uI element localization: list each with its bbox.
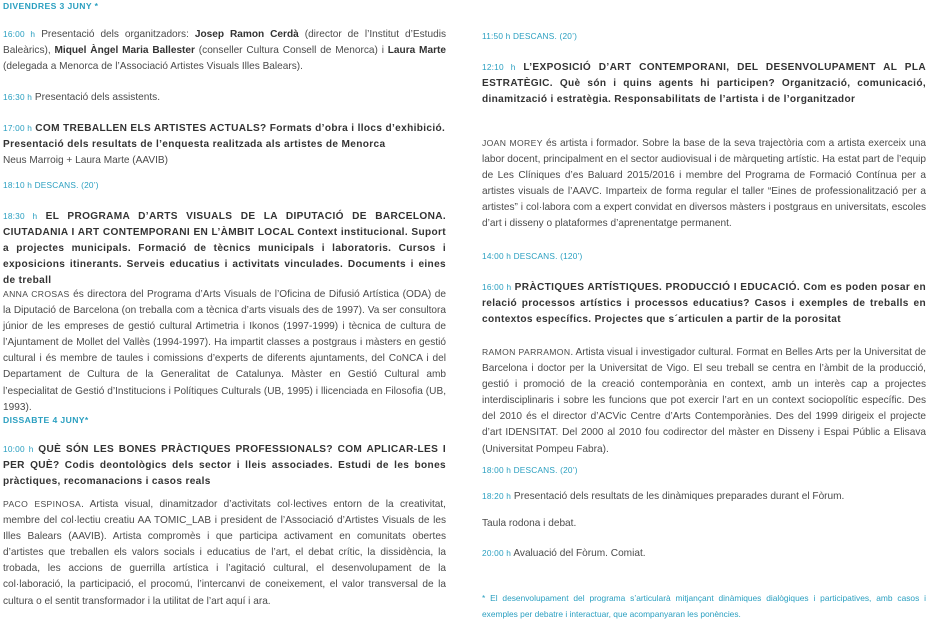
bio-name: PACO ESPINOSA — [3, 499, 82, 509]
session-good-practices — [3, 441, 446, 490]
session-title-caps: EL PROGRAMA D’ARTS VISUALS DE LA DIPUTACIÓ DE BARCELONA. CIUTADANIA I ART CONTEMPORANI EN L’ÀMBIT LOCAL — [3, 211, 446, 239]
session-time: 10:00 h — [3, 444, 34, 454]
session-time: 12:10 h — [482, 62, 516, 72]
bio-name: ANNA CROSAS — [3, 289, 70, 299]
session-time: 18:30 h — [3, 211, 38, 221]
session-time: 18:20 h — [482, 491, 512, 501]
session-time: 16:00 h — [482, 282, 512, 292]
session-art-education — [482, 279, 926, 328]
session-title: Com es poden posar en relació processos artístics i processos educatius? Casos i exemples de treballs en contextos específics. Projectes que s´articulen a partir de la porositat — [482, 282, 926, 326]
bio-anna-crosas: ANNA CROSAS és directora del Programa d’Arts Visuals de l’Oficina de Difusió Artística (ODA) de la Diputació de Barcelona (on treballa com a tècnica d’arts visuals des de 1997). Va ser consultora júnior de les empreses de gestió cultural Artimetria i Ikonos (1997-1999) i tècnica de cultura de l’Ajuntament de Mollet del Vallès (1994-1997). Ha impartit classes a postgraus i màsters en gestió cultural i és membre de taules i comissions d’experts de diferents ajuntaments, del CoNCA i del Departament de Cultura de la Generalitat de Catalunya. Màster en Gestió Cultural amb l’especialitat de Gestió d’Institucions i Polítiques Culturals (UB, 1995) i llicenciada en Filosofia (UB, 1993). — [3, 289, 447, 413]
break-1400: 14:00 h DESCANS. (120’) — [482, 251, 583, 261]
session-title: Formats d’obra i llocs d’exhibició. Presentació dels resultats de l’enquesta realitzada als artistes de Menorca — [3, 123, 446, 151]
session-time: 20:00 h — [482, 548, 512, 558]
day-heading-saturday: DISSABTE 4 JUNY* — [3, 415, 89, 425]
session-title-caps: PRÀCTIQUES ARTÍSTIQUES. PRODUCCIÓ I EDUCACIÓ. — [511, 282, 801, 293]
bio-paco-espinosa: PACO ESPINOSA. Artista visual, dinamitzador d’activitats col·lectives entorn de la creativitat, membre del col·lectiu creatiu AA TOMIC_LAB i president de l’Associació d’Artistes Visuals de les Illes Balears (AAVIB). Artista compromès i que participa activament en comunitats obertes d’artistes que treballen els valors socials i educatius de l’art, el debat crític, la dissidència, la trobada, les accions de guerrilla artística i l’agitació cultural, el desenvolupament de la col·laboració, la participació, el procomú, l’intercanvi de coneixement, el valor transversal de la cultura o el sentit transformador i la utilitat de l’art aquí i ara. — [3, 499, 446, 607]
session-closing: 20:00 h Avaluació del Fòrum. Comiat. — [482, 548, 646, 559]
session-speakers: Neus Marroig + Laura Marte (AAVIB) — [3, 155, 169, 167]
bio-name: JOAN MOREY — [482, 138, 543, 148]
speaker-name: Miquel Àngel Maria Ballester — [54, 45, 195, 57]
session-welcome: 16:00 h Presentació dels organitzadors: Josep Ramon Cerdà (director de l’Institut d’Estudis Baleàrics), Miquel Àngel Maria Ballester (conseller Cultura Consell de Menorca) i Laura Marte (delegada a Menorca de l’Associació Artistes Visuals Illes Balears). — [3, 29, 446, 73]
session-artists-survey — [3, 120, 446, 169]
bio-ramon-parramon: RAMON PARRAMON. Artista visual i investigador cultural. Format en Belles Arts per la Universitat de Barcelona i doctor per la Universitat de Vigo. El seu treball se centra en l’àmbit de la producció, gestió i promoció de la creació contemporània en context, amb un interès cap a projectes interdisciplinaris i sobre les funcions que pot exercir l’art en un context sociopolític específic. Des del 2010 és el director d’ACVic Centre d’Arts Contemporànies. Des del 1999 dirigeix el projecte d’art IDENSITAT. Del 2000 al 2010 fou codirector del màster en Disseny i Espai Públic a Elisava (Universitat Pompeu Fabra). — [482, 347, 927, 455]
round-table: Taula rodona i debat. — [482, 518, 577, 529]
session-title: Què són i quins agents hi participen? Organització, comunicació, dinamització i estratègia. Responsabilitats de l’artista i de l’organitzador — [482, 78, 926, 106]
session-title: Context institucional. Suport a projectes municipals. Formació de tècnics municipals i laboratoris. Cursos i exposicions itinerants. Serveis educatius i activitats vinculades. Documents i eines de treball — [3, 227, 446, 287]
session-title-caps: QUÈ SÓN LES BONES PRÀCTIQUES PROFESSIONALS? COM APLICAR-LES I PER QUÈ? — [3, 444, 446, 472]
break-1150: 11:50 h DESCANS. (20’) — [482, 31, 578, 41]
session-diba-program — [3, 208, 446, 289]
bio-joan-morey: JOAN MOREY és artista i formador. Sobre la base de la seva trajectòria com a artista exerceix una labor docent, principalment en el sector audiovisual i de màrqueting artístic. Ha estat part de l’equip de Les Clíniques d’es Baluard 2015/2016 i membre del Programa de Formació Contínua per a artistes visuals de l’AAVC. Imparteix de forma regular el taller “Eines de professionalització per a artistes” i col·labora com a expert convidat en diversos màsters i postgraus en universitats, escoles d’art i disseny o plataformes d’aprenentatge permanent. — [482, 138, 926, 230]
break-1800: 18:00 h DESCANS. (20’) — [482, 465, 578, 475]
footnote: * El desenvolupament del programa s’articularà mitjançant dinàmiques dialògiques i participatives, amb casos i exemples per debatre i interactuar, que acompanyaran les ponències. — [482, 593, 926, 619]
session-time: 17:00 h — [3, 123, 33, 133]
session-title: Codis deontològics dels sector i lleis associades. Estudi de les bones pràctiques, recomanacions i casos reals — [3, 460, 446, 488]
session-attendees: 16:30 h Presentació dels assistents. — [3, 92, 161, 103]
session-results: 18:20 h Presentació dels resultats de les dinàmiques preparades durant el Fòrum. — [482, 491, 845, 502]
session-time: 16:00 h — [3, 29, 36, 39]
session-title-caps: COM TREBALLEN ELS ARTISTES ACTUALS? — [32, 123, 267, 134]
speaker-name: Josep Ramon Cerdà — [194, 29, 299, 40]
session-time: 16:30 h — [3, 92, 33, 102]
speaker-name: Laura Marte — [387, 45, 446, 57]
day-heading-friday: DIVENDRES 3 JUNY * — [3, 1, 99, 11]
session-exhibition — [482, 59, 926, 108]
bio-name: RAMON PARRAMON — [482, 347, 571, 357]
break-1810: 18:10 h DESCANS. (20’) — [3, 180, 99, 190]
session-title-caps: L’EXPOSICIÓ D’ART CONTEMPORANI, DEL DESENVOLUPAMENT AL PLA ESTRATÈGIC. — [482, 62, 926, 90]
